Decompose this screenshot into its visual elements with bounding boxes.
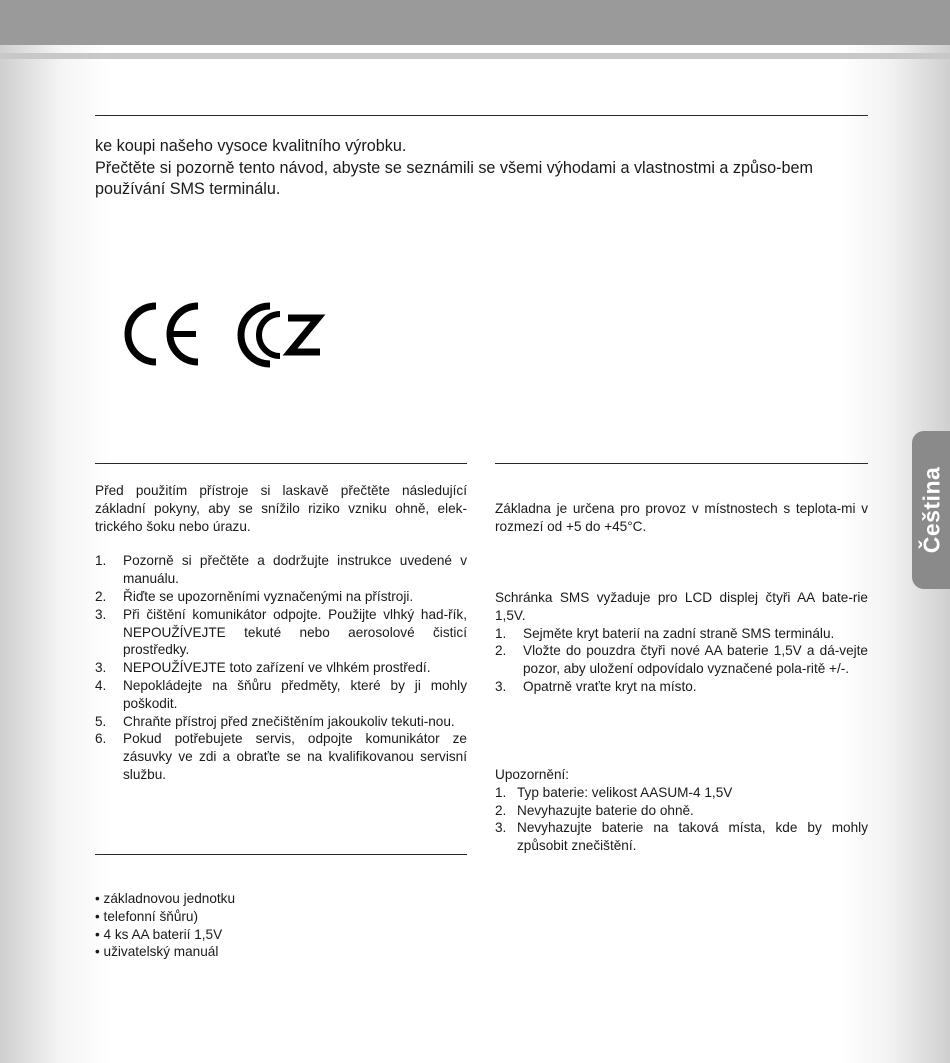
safety-item [95,588,467,606]
warning-item-number: 1. [495,784,507,800]
package-list [95,890,467,961]
safety-item-text: Nepokládejte na šňůru předměty, které by ji mohly poškodit. [123,677,467,711]
safety-item-number: 6. [95,731,107,747]
battery-step-text: Sejměte kryt baterií na zadní straně SMS terminálu. [523,625,835,641]
safety-item-number: 2. [95,588,107,604]
battery-step-text: Opatrně vraťte kryt na místo. [523,678,697,694]
safety-item-number: 4. [95,677,107,693]
package-item: • základnovou jednotku [95,891,236,906]
battery-list [495,625,868,696]
intro-text [95,136,870,201]
warning-item-number: 3. [495,820,507,836]
safety-item-text: NEPOUŽÍVEJTE toto zařízení ve vlhkém prostředí. [123,660,431,676]
safety-item [95,677,467,713]
battery-step-number: 1. [495,625,507,641]
safety-item-number: 3. [95,606,107,622]
battery-step-text: Vložte do pouzdra čtyři nové AA baterie 1,5V a dá-vejte pozor, aby uložení odpovídalo vyznačené pola-ritě +/-. [523,643,868,677]
language-tab[interactable] [912,431,950,589]
battery-step [495,678,868,696]
ce-mark-logo [128,306,198,362]
warning-item-text: Typ baterie: velikost AASUM-4 1,5V [517,784,733,800]
safety-item-text: Pokud potřebujete servis, odpojte komunikátor ze zásuvky ve zdi a obraťte se na kvalifikovanou servisní službu. [123,731,467,782]
safety-item-text: Řiďte se upozorněními vyznačenými na přístroji. [123,588,414,604]
intro-line-1: ke koupi našeho vysoce kvalitního výrobku. [95,137,407,155]
cz-mark-logo [241,306,320,364]
language-tab-label: Čeština [918,466,945,554]
safety-section [95,482,467,784]
safety-item [95,730,467,783]
battery-step [495,625,868,643]
safety-item-text: Při čištění komunikátor odpojte. Použijte vlhký had-řík, NEPOUŽÍVEJTE tekuté nebo aerosolové čisticí prostředky. [123,606,467,658]
safety-item-text: Pozorně si přečtěte a dodržujte instrukce uvedené v manuálu. [123,553,467,587]
safety-intro: Před použitím přístroje si laskavě přečtěte následující základní pokyny, aby se snížilo riziko vzniku ohně, elek-trického šoku nebo úrazu. [95,483,467,534]
certification-logos [118,296,328,376]
warning-item [495,784,868,802]
battery-intro: Schránka SMS vyžaduje pro LCD displej čtyři AA bate-rie 1,5V. [495,590,868,623]
battery-step-number: 2. [495,643,507,659]
safety-item-number: 1. [95,553,107,569]
package-item: • 4 ks AA baterií 1,5V [95,926,223,942]
battery-step [495,642,868,678]
divider-left-2 [95,854,467,855]
intro-line-2: Přečtěte si pozorně tento návod, abyste se seznámili se všemi výhodami a vlastnostmi a způso-bem používání SMS terminálu. [95,158,813,198]
usage-section [495,500,868,536]
warning-item-number: 2. [495,802,507,818]
safety-item [95,606,467,659]
divider-top [95,115,868,116]
usage-text: Základna je určena pro provoz v místnostech s teplota-mi v rozmezí od +5 do +45°C. [495,501,868,534]
package-item: • uživatelský manuál [95,944,219,960]
warning-item [495,819,868,855]
warning-title: Upozornění: [495,767,570,782]
warning-item-text: Nevyhazujte baterie do ohně. [517,802,694,818]
safety-item [95,659,467,677]
safety-list [95,552,467,783]
header-stripe [0,53,950,59]
header-bar [0,0,950,45]
safety-item-number: 5. [95,713,107,729]
warning-section [495,766,868,855]
safety-item-number: 3. [95,660,107,676]
package-item: • telefonní šňůru) [95,908,198,924]
battery-section [495,589,868,696]
safety-item-text: Chraňte přístroj před znečištěním jakoukoliv tekuti-nou. [123,713,455,729]
warning-item [495,802,868,820]
safety-item [95,552,467,588]
divider-left-1 [95,463,467,464]
safety-item [95,713,467,731]
battery-step-number: 3. [495,678,507,694]
warning-item-text: Nevyhazujte baterie na taková místa, kde by mohly způsobit znečištění. [517,820,868,854]
divider-right [495,463,868,464]
warning-list [495,784,868,855]
package-section [95,890,467,961]
